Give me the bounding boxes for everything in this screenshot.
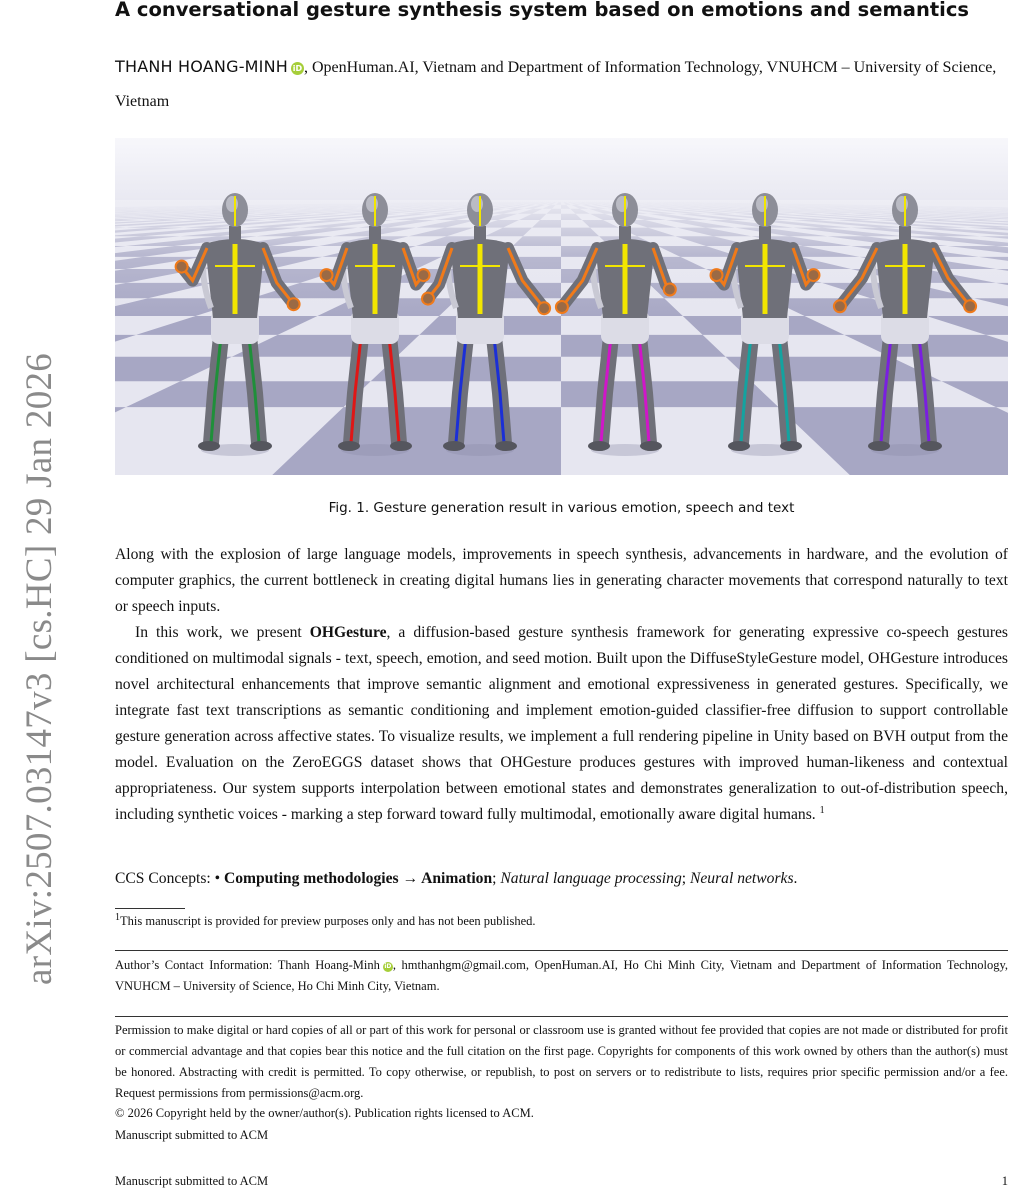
- author-name: THANH HOANG-MINH: [115, 57, 288, 76]
- neck: [369, 226, 381, 242]
- submission-note: Manuscript submitted to ACM: [115, 1128, 269, 1142]
- left-foot: [588, 441, 610, 451]
- right-hand: [664, 284, 676, 296]
- head-highlight: [756, 196, 768, 212]
- footnote-number: 1: [115, 911, 120, 923]
- head-highlight: [226, 196, 238, 212]
- left-hand: [422, 293, 434, 305]
- contact-rest: , hmthanhgm@gmail.com, OpenHuman.AI, Ho Chi Minh City, Vietnam and Department of Information Technology, VNUHCM – University of Science, Ho Chi Minh City, Vietnam.: [115, 958, 1009, 993]
- system-name: OHGesture: [309, 624, 387, 641]
- footnote-text: This manuscript is provided for preview purposes only and has not been published.: [120, 914, 536, 928]
- permission-statement: Permission to make digital or hard copies of all or part of this work for personal or classroom use is granted without fee provided that copies are not made or distributed for profit or commercial advantage and that copies bear this notice and the full citation on the first page. Copyrights for components of this work owned by others than the author(s) must be honored. Abstracting with credit is permitted. To copy otherwise, or republish, to post on servers or to redistribute to lists, requires prior specific permission and/or a fee. Request permissions from permissions@acm.org.: [115, 1023, 1008, 1100]
- ccs-nlp: Natural language processing: [500, 870, 682, 887]
- abstract: [115, 542, 1008, 828]
- right-hand: [538, 302, 550, 314]
- footnote-rule: [115, 908, 185, 909]
- right-hand: [964, 300, 976, 312]
- right-hand: [288, 298, 300, 310]
- abstract-paragraph-1: Along with the explosion of large language models, improvements in speech synthesis, advancements in hardware, and the evolution of computer graphics, the current bottleneck in creating digital humans lies in generating character movements that correspond naturally to text or speech inputs.: [115, 546, 1008, 615]
- footnote-mark[interactable]: 1: [819, 804, 825, 816]
- left-hand: [834, 300, 846, 312]
- arxiv-stamp: arXiv:2507.03147v3 [cs.HC] 29 Jan 2026: [19, 352, 60, 985]
- neck: [899, 226, 911, 242]
- author-affiliation: , OpenHuman.AI, Vietnam and Department of Information Technology, VNUHCM – University of Science, Vietnam: [115, 59, 997, 110]
- figure-caption: Fig. 1. Gesture generation result in various emotion, speech and text: [328, 500, 795, 516]
- gesture-render-image: [115, 138, 1008, 475]
- right-hand: [808, 269, 820, 281]
- right-foot: [250, 441, 272, 451]
- sky-background: [115, 138, 1008, 200]
- abstract-p2-body: , a diffusion-based gesture synthesis framework for generating expressive co-speech gestures conditioned on multimodal signals - text, speech, emotion, and seed motion. Built upon the DiffuseStyleGesture model, OHGesture introduces novel architectural enhancements that improve semantic alignment and emotional expressiveness in generated gestures. Specifically, we integrate fast text transcriptions as semantic conditioning and implement emotion-guided classifier-free diffusion to support controllable gesture generation across affective states. To visualize results, we implement a full rendering pipeline in Unity based on BVH output from the model. Evaluation on the ZeroEGGS dataset shows that OHGesture produces gestures with improved human-likeness and contextual appropriateness. Our system supports interpolation between emotional states and demonstrates generalization to out-of-distribution speech, including synthetic voices - marking a step forward toward fully multimodal, emotionally aware digital humans.: [115, 624, 1009, 823]
- author-contact: [115, 955, 1008, 997]
- left-hand: [321, 269, 333, 281]
- author-block: [115, 50, 1009, 119]
- right-foot: [390, 441, 412, 451]
- ccs-end: .: [793, 870, 798, 887]
- page-number: 1: [1001, 1174, 1008, 1188]
- left-foot: [868, 441, 890, 451]
- footer-venue: Manuscript submitted to ACM: [115, 1174, 269, 1188]
- paper-title: A conversational gesture synthesis system based on emotions and semantics: [115, 0, 970, 21]
- ccs-bullet: •: [214, 870, 224, 887]
- ccs-concepts: [115, 868, 1008, 890]
- orcid-icon[interactable]: iD: [292, 64, 303, 73]
- copyright-line: © 2026 Copyright held by the owner/author(s). Publication rights licensed to ACM.: [115, 1106, 534, 1120]
- permission-rule: [115, 1016, 1008, 1017]
- right-foot: [495, 441, 517, 451]
- left-foot: [443, 441, 465, 451]
- contact-lead: Author’s Contact Information: Thanh Hoang-Minh: [115, 958, 380, 972]
- footnote: [115, 912, 1008, 930]
- ccs-sep-1: ;: [492, 870, 501, 887]
- ccs-primary: Computing methodologies → Animation: [224, 870, 493, 887]
- left-foot: [338, 441, 360, 451]
- neck: [759, 226, 771, 242]
- neck: [619, 226, 631, 242]
- right-hand: [418, 269, 430, 281]
- ccs-label: CCS Concepts:: [115, 870, 215, 887]
- neck: [474, 226, 486, 242]
- neck: [229, 226, 241, 242]
- head-highlight: [896, 196, 908, 212]
- contact-rule: [115, 950, 1008, 951]
- head-highlight: [471, 196, 483, 212]
- teaser-figure: [115, 138, 1008, 475]
- right-foot: [780, 441, 802, 451]
- left-hand: [556, 301, 568, 313]
- right-foot: [920, 441, 942, 451]
- ccs-sep-2: ;: [681, 870, 690, 887]
- abstract-p2-lead: In this work, we present: [135, 624, 310, 641]
- head-highlight: [616, 196, 628, 212]
- left-hand: [711, 269, 723, 281]
- left-hand: [176, 261, 188, 273]
- abstract-paragraph-2: [115, 620, 1008, 828]
- right-foot: [640, 441, 662, 451]
- ccs-nn: Neural networks: [689, 870, 794, 887]
- orcid-icon-small[interactable]: iD: [384, 963, 392, 970]
- left-foot: [728, 441, 750, 451]
- left-foot: [198, 441, 220, 451]
- head-highlight: [366, 196, 378, 212]
